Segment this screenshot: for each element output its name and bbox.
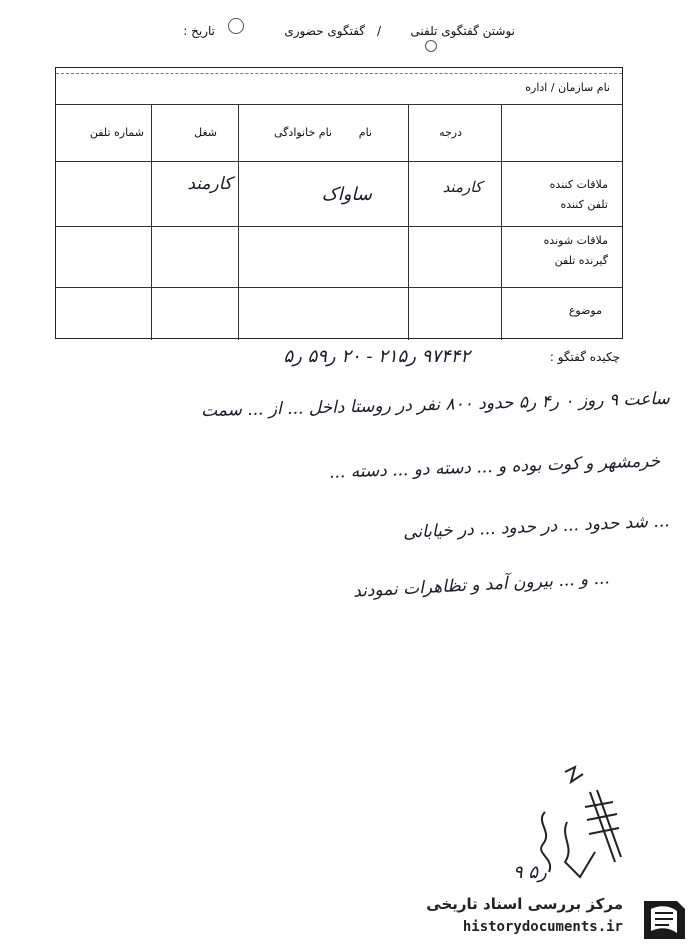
handwritten-line: ... شد حدود ... در حدود ... در خیابانی xyxy=(403,511,671,543)
punch-hole-mark xyxy=(228,18,244,34)
header-row-divider xyxy=(56,161,622,162)
row1-divider xyxy=(56,226,622,227)
handwritten-line: خرمشهر و کوت بوده و ... دسته دو ... دسته ... xyxy=(328,451,661,483)
summary-label: چکیده گفتگو : xyxy=(549,350,620,364)
header-date-label: تاریخ : xyxy=(183,24,215,38)
top-dotted-rule xyxy=(56,73,622,74)
row1-rank-value: کارمند xyxy=(442,178,482,196)
signature xyxy=(505,762,625,892)
form-table xyxy=(55,67,623,339)
handwritten-line: ساعت ۹ روز ۰ ر۴ ر۵ حدود ۸۰۰ نفر در روستا داخل ... از ... سمت xyxy=(200,388,671,422)
col-job: شغل xyxy=(194,126,217,139)
subject-label: موضوع xyxy=(568,304,602,317)
header-in-person-talk: گفتگوی حضوری xyxy=(284,24,365,38)
header-separator: / xyxy=(376,24,381,38)
signature-note: ۹ ر۵ xyxy=(513,862,547,883)
punch-hole-mark xyxy=(425,40,437,52)
handwritten-line: ... و ... بیرون آمد و تظاهرات نمودند xyxy=(352,568,611,602)
row1-job-value: کارمند xyxy=(187,174,232,194)
col-phone: شماره تلفن xyxy=(89,126,144,139)
row2-divider xyxy=(56,287,622,288)
handwritten-body xyxy=(40,385,670,625)
col-last-name: نام خانوادگی xyxy=(274,126,332,139)
col-divider xyxy=(408,104,409,340)
watermark xyxy=(400,893,695,945)
row2-label-receiver: گیرنده تلفن xyxy=(554,254,608,267)
form-header xyxy=(150,24,515,46)
col-first-name: نام xyxy=(358,126,372,139)
header-phone-talk: نوشتن گفتگوی تلفنی xyxy=(410,24,515,38)
summary-value: ۹۷۴۴۲ ر۲۱۵ - ۲۰ ر۵۹ ر۵ xyxy=(283,346,470,367)
col-rank: درجه xyxy=(439,126,462,139)
org-label: نام سازمان / اداره xyxy=(525,81,610,94)
col-divider xyxy=(501,104,502,340)
row2-label-visited: ملاقات شونده xyxy=(543,234,608,247)
watermark-url: historydocuments.ir xyxy=(462,919,623,935)
row1-label-visitor: ملاقات کننده xyxy=(549,178,608,191)
col-divider xyxy=(238,104,239,340)
row1-label-caller: تلفن کننده xyxy=(560,198,608,211)
org-row-divider xyxy=(56,104,622,105)
row1-lastname-value: ساواک xyxy=(321,184,372,205)
summary-row xyxy=(240,346,620,372)
watermark-title: مرکز بررسی اسناد تاریخی xyxy=(426,895,623,913)
col-divider xyxy=(151,104,152,340)
archive-logo-icon xyxy=(639,895,689,943)
